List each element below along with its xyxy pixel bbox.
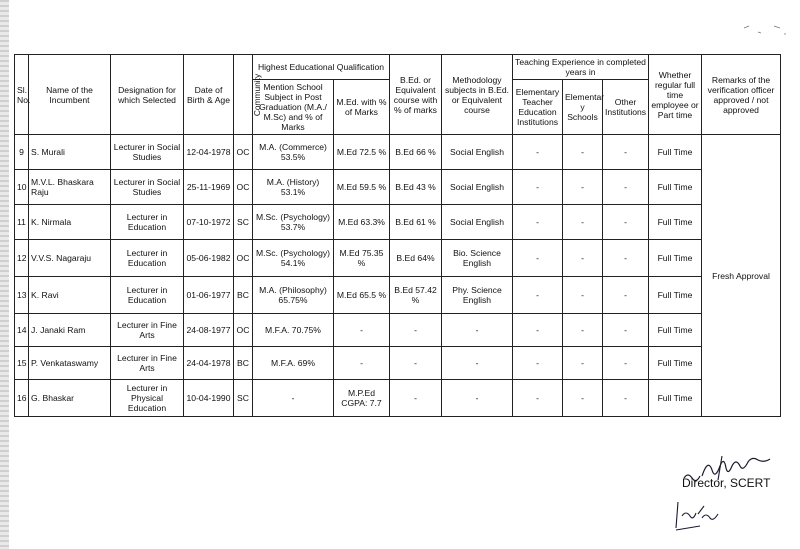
cell-exp-elem-schools: - [563, 380, 603, 417]
cell-regular: Full Time [649, 347, 702, 380]
cell-regular: Full Time [649, 314, 702, 347]
cell-med: M.P.Ed CGPA: 7.7 [334, 380, 390, 417]
cell-exp-elem-schools: - [563, 135, 603, 170]
cell-bed: B.Ed 66 % [390, 135, 442, 170]
table-row [15, 380, 781, 417]
cell-pg: M.Sc. (Psychology) 54.1% [253, 240, 334, 277]
header-remarks: Remarks of the verification officer approved / not approved [702, 55, 781, 135]
cell-sl: 15 [15, 347, 29, 380]
cell-regular: Full Time [649, 135, 702, 170]
cell-community: OC [234, 135, 253, 170]
cell-pg: M.F.A. 69% [253, 347, 334, 380]
cell-med: M.Ed 59.5 % [334, 170, 390, 205]
header-elem-schools: Elementar y Schools [563, 80, 603, 135]
cell-community: OC [234, 170, 253, 205]
cell-exp-elem-schools: - [563, 240, 603, 277]
table-row [15, 314, 781, 347]
cell-methodology: - [442, 314, 513, 347]
cell-regular: Full Time [649, 277, 702, 314]
cell-designation: Lecturer in Physical Education [111, 380, 184, 417]
cell-methodology: Social English [442, 135, 513, 170]
header-bed: B.Ed. or Equivalent course with % of marks [390, 55, 442, 135]
cell-exp-other: - [603, 380, 649, 417]
cell-dob: 07-10-1972 [184, 205, 234, 240]
cell-exp-elem-schools: - [563, 170, 603, 205]
cell-exp-other: - [603, 314, 649, 347]
cell-exp-other: - [603, 277, 649, 314]
cell-methodology: Social English [442, 205, 513, 240]
cell-sl: 12 [15, 240, 29, 277]
cell-name: K. Ravi [29, 277, 111, 314]
cell-med: M.Ed 63.3% [334, 205, 390, 240]
cell-methodology: - [442, 380, 513, 417]
cell-dob: 12-04-1978 [184, 135, 234, 170]
cell-dob: 10-04-1990 [184, 380, 234, 417]
cell-pg: M.F.A. 70.75% [253, 314, 334, 347]
cell-designation: Lecturer in Fine Arts [111, 347, 184, 380]
cell-pg: M.A. (History) 53.1% [253, 170, 334, 205]
cell-exp-elem-schools: - [563, 347, 603, 380]
cell-name: K. Nirmala [29, 205, 111, 240]
table-row [15, 205, 781, 240]
cell-bed: B.Ed 61 % [390, 205, 442, 240]
cell-bed: B.Ed 43 % [390, 170, 442, 205]
cell-bed: - [390, 380, 442, 417]
cell-methodology: - [442, 347, 513, 380]
staff-approval-table [14, 54, 781, 417]
header-sl-no: Sl. No. [15, 55, 29, 135]
cell-dob: 24-04-1978 [184, 347, 234, 380]
signatory-designation: Director, SCERT [682, 476, 771, 490]
cell-community: OC [234, 314, 253, 347]
cell-designation: Lecturer in Education [111, 240, 184, 277]
cell-exp-elem-teacher: - [513, 347, 563, 380]
cell-designation: Lecturer in Education [111, 277, 184, 314]
cell-exp-elem-teacher: - [513, 240, 563, 277]
cell-community: SC [234, 205, 253, 240]
cell-dob: 01-06-1977 [184, 277, 234, 314]
header-regular: Whether regular full time employee or Part time [649, 55, 702, 135]
table-row [15, 170, 781, 205]
scan-edge-margin [0, 0, 9, 549]
cell-community: BC [234, 347, 253, 380]
cell-regular: Full Time [649, 170, 702, 205]
table-row [15, 135, 781, 170]
cell-exp-elem-teacher: - [513, 277, 563, 314]
cell-med: - [334, 314, 390, 347]
table-row [15, 240, 781, 277]
cell-med: M.Ed 65.5 % [334, 277, 390, 314]
cell-exp-elem-teacher: - [513, 170, 563, 205]
cell-designation: Lecturer in Social Studies [111, 135, 184, 170]
header-name: Name of the Incumbent [29, 55, 111, 135]
cell-name: S. Murali [29, 135, 111, 170]
cell-bed: - [390, 314, 442, 347]
cell-sl: 11 [15, 205, 29, 240]
table-row [15, 347, 781, 380]
cell-name: M.V.L. Bhaskara Raju [29, 170, 111, 205]
cell-sl: 14 [15, 314, 29, 347]
cell-sl: 13 [15, 277, 29, 314]
header-elem-teacher: Elementary Teacher Education Institutions [513, 80, 563, 135]
header-methodology: Methodology subjects in B.Ed. or Equivalent course [442, 55, 513, 135]
cell-designation: Lecturer in Education [111, 205, 184, 240]
header-highest-qualification: Highest Educational Qualification [253, 55, 390, 80]
cell-exp-elem-schools: - [563, 205, 603, 240]
cell-exp-other: - [603, 240, 649, 277]
cell-exp-elem-schools: - [563, 277, 603, 314]
cell-exp-elem-teacher: - [513, 314, 563, 347]
header-teaching-experience: Teaching Experience in completed years in [513, 55, 649, 80]
cell-designation: Lecturer in Fine Arts [111, 314, 184, 347]
scan-speckle-mark [740, 22, 790, 42]
cell-designation: Lecturer in Social Studies [111, 170, 184, 205]
cell-med: M.Ed 72.5 % [334, 135, 390, 170]
header-med-marks: M.Ed. with % of Marks [334, 80, 390, 135]
header-dob: Date of Birth & Age [184, 55, 234, 135]
cell-exp-elem-teacher: - [513, 135, 563, 170]
header-community-label: Community [252, 73, 263, 116]
cell-methodology: Social English [442, 170, 513, 205]
cell-methodology: Phy. Science English [442, 277, 513, 314]
cell-sl: 10 [15, 170, 29, 205]
header-community [234, 55, 263, 135]
cell-name: G. Bhaskar [29, 380, 111, 417]
cell-regular: Full Time [649, 240, 702, 277]
cell-bed: B.Ed 64% [390, 240, 442, 277]
cell-regular: Full Time [649, 205, 702, 240]
table-row [15, 277, 781, 314]
cell-remarks: Fresh Approval [702, 135, 781, 417]
handwritten-date-initials [668, 496, 728, 536]
cell-community: SC [234, 380, 253, 417]
cell-dob: 25-11-1969 [184, 170, 234, 205]
cell-name: V.V.S. Nagaraju [29, 240, 111, 277]
cell-dob: 05-06-1982 [184, 240, 234, 277]
cell-exp-other: - [603, 170, 649, 205]
cell-bed: - [390, 347, 442, 380]
cell-name: P. Venkataswamy [29, 347, 111, 380]
cell-dob: 24-08-1977 [184, 314, 234, 347]
cell-med: M.Ed 75.35 % [334, 240, 390, 277]
cell-med: - [334, 347, 390, 380]
cell-sl: 16 [15, 380, 29, 417]
cell-pg: - [253, 380, 334, 417]
cell-pg: M.Sc. (Psychology) 53.7% [253, 205, 334, 240]
cell-exp-elem-teacher: - [513, 205, 563, 240]
cell-exp-other: - [603, 135, 649, 170]
header-other-institutions: Other Institutions [603, 80, 649, 135]
cell-exp-other: - [603, 347, 649, 380]
cell-exp-other: - [603, 205, 649, 240]
cell-name: J. Janaki Ram [29, 314, 111, 347]
header-designation: Designation for which Selected [111, 55, 184, 135]
cell-bed: B.Ed 57.42 % [390, 277, 442, 314]
cell-community: OC [234, 240, 253, 277]
cell-methodology: Bio. Science English [442, 240, 513, 277]
cell-sl: 9 [15, 135, 29, 170]
header-mention-school: Mention School Subject in Post Graduation (M.A./ M.Sc) and % of Marks [253, 80, 334, 135]
cell-pg: M.A. (Commerce) 53.5% [253, 135, 334, 170]
cell-regular: Full Time [649, 380, 702, 417]
cell-exp-elem-teacher: - [513, 380, 563, 417]
cell-community: BC [234, 277, 253, 314]
cell-pg: M.A. (Philosophy) 65.75% [253, 277, 334, 314]
cell-exp-elem-schools: - [563, 314, 603, 347]
